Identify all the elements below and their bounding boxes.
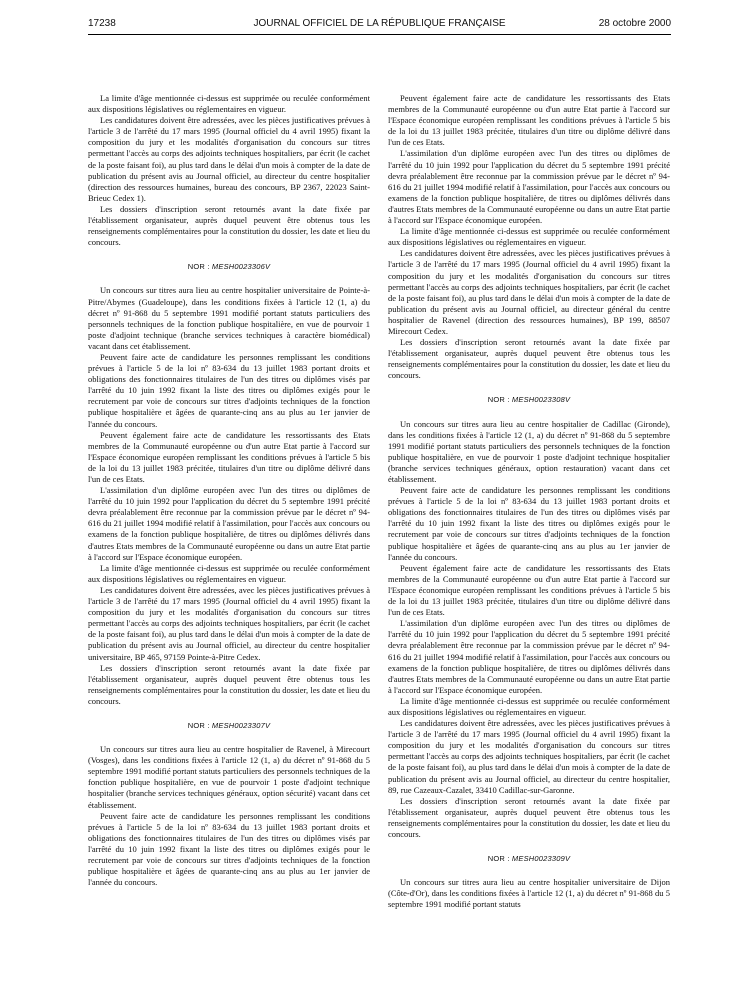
nor-reference — [388, 853, 670, 864]
paragraph: Les dossiers d'inscription seront retournés avant la date fixée par l'établissement organisateur, auprès duquel peuvent être obtenus tous les renseignements complémentaires pour la constitution du dossier, les date et lieu du concours. — [88, 662, 370, 706]
paragraph: L'assimilation d'un diplôme européen avec l'un des titres ou diplômes de l'arrêté du 10 juin 1992 pour l'application du décret du 5 septembre 1991 précité devra préalablement être reconnue par la commission prévue par le décret nº 94-616 du 21 juillet 1994 modifié relatif à l'assimilation, pour l'accès aux concours ou examens de la fonction publique hospitalière, de titres ou diplômes délivrés dans d'autres Etats membres de la Communauté européenne ou dans un autre Etat partie à l'accord sur l'Espace économique européen. — [88, 485, 370, 562]
nor-label: NOR : — [487, 395, 510, 405]
nor-code: MESH0023307V — [211, 720, 271, 730]
paragraph: Peuvent également faire acte de candidature les ressortissants des Etats membres de la Communauté européenne ou d'un autre Etat partie à l'accord sur l'Espace économique européen remplissant les conditions prévues à l'article 5 bis de la loi du 13 juillet 1983 précitée, titulaires d'un titre ou diplôme délivré dans l'un de ces Etats. — [88, 429, 370, 484]
paragraph: Les candidatures doivent être adressées, avec les pièces justificatives prévues à l'article 3 de l'arrêté du 17 mars 1995 (Journal officiel du 4 avril 1995) fixant la composition du jury et les modalités d'organisation du concours sur titres permettant l'accès au corps des adjoints techniques hospitaliers, par écrit (le cachet de la poste faisant foi), au plus tard dans le délai d'un mois à compter de la date de publication du présent avis au Journal officiel, au directeur du centre hospitalier universitaire, BP 465, 97159 Pointe-à-Pitre Cedex. — [88, 584, 370, 662]
paragraph: Un concours sur titres aura lieu au centre hospitalier de Cadillac (Gironde), dans les conditions fixées à l'article 12 (1, a) du décret nº 91-868 du 5 septembre 1991 modifié portant statuts particuliers des personnels techniques de la fonction publique hospitalière, en vue de pourvoir 1 poste d'adjoint technique hospitalier (branche services techniques généraux, option restauration) vacant dans cet établissement. — [388, 418, 670, 484]
nor-reference — [388, 394, 670, 405]
nor-reference — [88, 720, 370, 731]
paragraph: L'assimilation d'un diplôme européen avec l'un des titres ou diplômes de l'arrêté du 10 juin 1992 pour l'application du décret du 5 septembre 1991 précité devra préalablement être reconnue par la commission prévue par le décret nº 94-616 du 21 juillet 1994 modifié relatif à l'assimilation, pour l'accès aux concours ou examens de la fonction publique hospitalière, de titres ou diplômes délivrés dans d'autres Etats membres de la Communauté européenne ou dans un autre Etat partie à l'accord sur l'Espace économique européen. — [388, 618, 670, 695]
nor-label: NOR : — [187, 720, 210, 730]
paragraph: La limite d'âge mentionnée ci-dessus est supprimée ou reculée conformément aux dispositions législatives ou réglementaires en vigueur. — [88, 562, 370, 584]
paragraph: Les dossiers d'inscription seront retournés avant la date fixée par l'établissement organisateur, auprès duquel peuvent être obtenus tous les renseignements complémentaires pour la constitution du dossier, les date et lieu du concours. — [388, 337, 670, 381]
paragraph: Peuvent faire acte de candidature les personnes remplissant les conditions prévues à l'article 5 de la loi nº 83-634 du 13 juillet 1983 portant droits et obligations des fonctionnaires titulaires de l'un des titres ou diplômes visés par l'arrêté du 10 juin 1992 fixant la liste des titres ou diplômes exigés pour le recrutement par voie de concours sur titres d'adjoints techniques de la fonction publique hospitalière et âgées de quarante-cinq ans au plus au 1er janvier de l'année du concours. — [388, 485, 670, 562]
paragraph: Les candidatures doivent être adressées, avec les pièces justificatives prévues à l'article 3 de l'arrêté du 17 mars 1995 (Journal officiel du 4 avril 1995) fixant la composition du jury et les modalités d'organisation du concours sur titres permettant l'accès au corps des adjoints techniques hospitaliers, par écrit (le cachet de la poste faisant foi), au plus tard dans le délai d'un mois à compter de la date de publication du présent avis au Journal officiel, au directeur du centre hospitalier (direction des ressources humaines, bureau des concours, BP 2367, 22023 Saint-Brieuc Cedex 1). — [88, 115, 370, 203]
page-header — [88, 18, 671, 32]
nor-code: MESH0023308V — [511, 395, 571, 405]
paragraph: Un concours sur titres aura lieu au centre hospitalier universitaire de Pointe-à-Pitre/Abymes (Guadeloupe), dans les conditions fixées à l'article 12 (1, a) du décret nº 91-868 du 5 septembre 1991 modifié portant statuts particuliers des personnels techniques de la fonction publique hospitalière, en vue de pourvoir 1 poste d'adjoint technique (branche services techniques à caractère biomédical) vacant dans cet établissement. — [88, 285, 370, 351]
paragraph: Les dossiers d'inscription seront retournés avant la date fixée par l'établissement organisateur, auprès duquel peuvent être obtenus tous les renseignements complémentaires pour la constitution du dossier, les date et lieu du concours. — [88, 203, 370, 248]
paragraph: Les candidatures doivent être adressées, avec les pièces justificatives prévues à l'article 3 de l'arrêté du 17 mars 1995 (Journal officiel du 4 avril 1995) fixant la composition du jury et les modalités d'organisation du concours sur titres permettant l'accès au corps des adjoints techniques hospitaliers, par écrit (le cachet de la poste faisant foi), au plus tard dans le délai d'un mois à compter de la date de publication du présent avis au Journal officiel, au directeur du centre hospitalier, 89, rue Cazeaux-Cazalet, 33410 Cadillac-sur-Garonne. — [388, 718, 670, 795]
paragraph: La limite d'âge mentionnée ci-dessus est supprimée ou reculée conformément aux dispositions législatives ou réglementaires en vigueur. — [88, 93, 370, 115]
page-number: 17238 — [88, 18, 116, 29]
nor-label: NOR : — [187, 262, 210, 272]
text-column-left — [88, 93, 370, 888]
nor-code: MESH0023306V — [211, 262, 271, 272]
nor-reference — [88, 261, 370, 272]
paragraph: Un concours sur titres aura lieu au centre hospitalier de Ravenel, à Mirecourt (Vosges), dans les conditions fixées à l'article 12 (1, a) du décret nº 91-868 du 5 septembre 1991 modifié portant statuts particuliers des personnels techniques de la fonction publique hospitalière, en vue de pourvoir 1 poste d'adjoint technique hospitalier (branche services techniques généraux, option sécurité) vacant dans cet établissement. — [88, 744, 370, 810]
paragraph: L'assimilation d'un diplôme européen avec l'un des titres ou diplômes de l'arrêté du 10 juin 1992 pour l'application du décret du 5 septembre 1991 précité devra préalablement être reconnue par la commission prévue par le décret nº 94-616 du 21 juillet 1994 modifié relatif à l'assimilation, pour l'accès aux concours ou examens de la fonction publique hospitalière, de titres ou diplômes délivrés dans d'autres Etats membres de la Communauté européenne ou dans un autre Etat partie à l'accord sur l'Espace économique européen. — [388, 148, 670, 226]
paragraph: Peuvent faire acte de candidature les personnes remplissant les conditions prévues à l'article 5 de la loi nº 83-634 du 13 juillet 1983 portant droits et obligations des fonctionnaires titulaires de l'un des titres ou diplômes visés par l'arrêté du 10 juin 1992 fixant la liste des titres ou diplômes exigés pour le recrutement par voie de concours sur titres d'adjoints techniques de la fonction publique hospitalière et âgées de quarante-cinq ans au plus au 1er janvier de l'année du concours. — [88, 810, 370, 888]
header-rule — [88, 34, 671, 35]
paragraph: Les dossiers d'inscription seront retournés avant la date fixée par l'établissement organisateur, auprès duquel peuvent être obtenus tous les renseignements complémentaires pour la constitution du dossier, les date et lieu du concours. — [388, 795, 670, 839]
paragraph: Un concours sur titres aura lieu au centre hospitalier universitaire de Dijon (Côte-d'Or), dans les conditions fixées à l'article 12 (1, a) du décret nº 91-868 du 5 septembre 1991 modifié portant statuts — [388, 877, 670, 910]
paragraph: Peuvent faire acte de candidature les personnes remplissant les conditions prévues à l'article 5 de la loi nº 83-634 du 13 juillet 1983 portant droits et obligations des fonctionnaires titulaires de l'un des titres ou diplômes visés par l'arrêté du 10 juin 1992 fixant la liste des titres ou diplômes exigés pour le recrutement par voie de concours sur titres d'adjoints techniques de la fonction publique hospitalière et âgées de quarante-cinq ans au plus au 1er janvier de l'année du concours. — [88, 351, 370, 429]
paragraph: Les candidatures doivent être adressées, avec les pièces justificatives prévues à l'article 3 de l'arrêté du 17 mars 1995 (Journal officiel du 4 avril 1995) fixant la composition du jury et les modalités d'organisation du concours sur titres permettant l'accès au corps des adjoints techniques hospitaliers, par écrit (le cachet de la poste faisant foi), au plus tard dans le délai d'un mois à compter de la date de publication du présent avis au Journal officiel, au directeur général du centre hospitalier de Ravenel (direction des ressources humaines), BP 199, 88507 Mirecourt Cedex. — [388, 248, 670, 336]
text-column-right — [388, 93, 670, 910]
paragraph: Peuvent également faire acte de candidature les ressortissants des Etats membres de la Communauté européenne ou d'un autre Etat partie à l'accord sur l'Espace économique européen remplissant les conditions prévues à l'article 5 bis de la loi du 13 juillet 1983 précitée, titulaires d'un titre ou diplôme délivré dans l'un de ces Etats. — [388, 93, 670, 148]
issue-date: 28 octobre 2000 — [598, 18, 671, 29]
paragraph: La limite d'âge mentionnée ci-dessus est supprimée ou reculée conformément aux dispositions législatives ou réglementaires en vigueur. — [388, 226, 670, 248]
nor-code: MESH0023309V — [511, 854, 571, 864]
journal-title: JOURNAL OFFICIEL DE LA RÉPUBLIQUE FRANÇAISE — [253, 18, 506, 29]
paragraph: La limite d'âge mentionnée ci-dessus est supprimée ou reculée conformément aux dispositions législatives ou réglementaires en vigueur. — [388, 695, 670, 717]
paragraph: Peuvent également faire acte de candidature les ressortissants des Etats membres de la Communauté européenne ou d'un autre Etat partie à l'accord sur l'Espace économique européen remplissant les conditions prévues à l'article 5 bis de la loi du 13 juillet 1983 précitée, titulaires d'un titre ou diplôme délivré dans l'un de ces Etats. — [388, 562, 670, 618]
nor-label: NOR : — [487, 854, 510, 864]
